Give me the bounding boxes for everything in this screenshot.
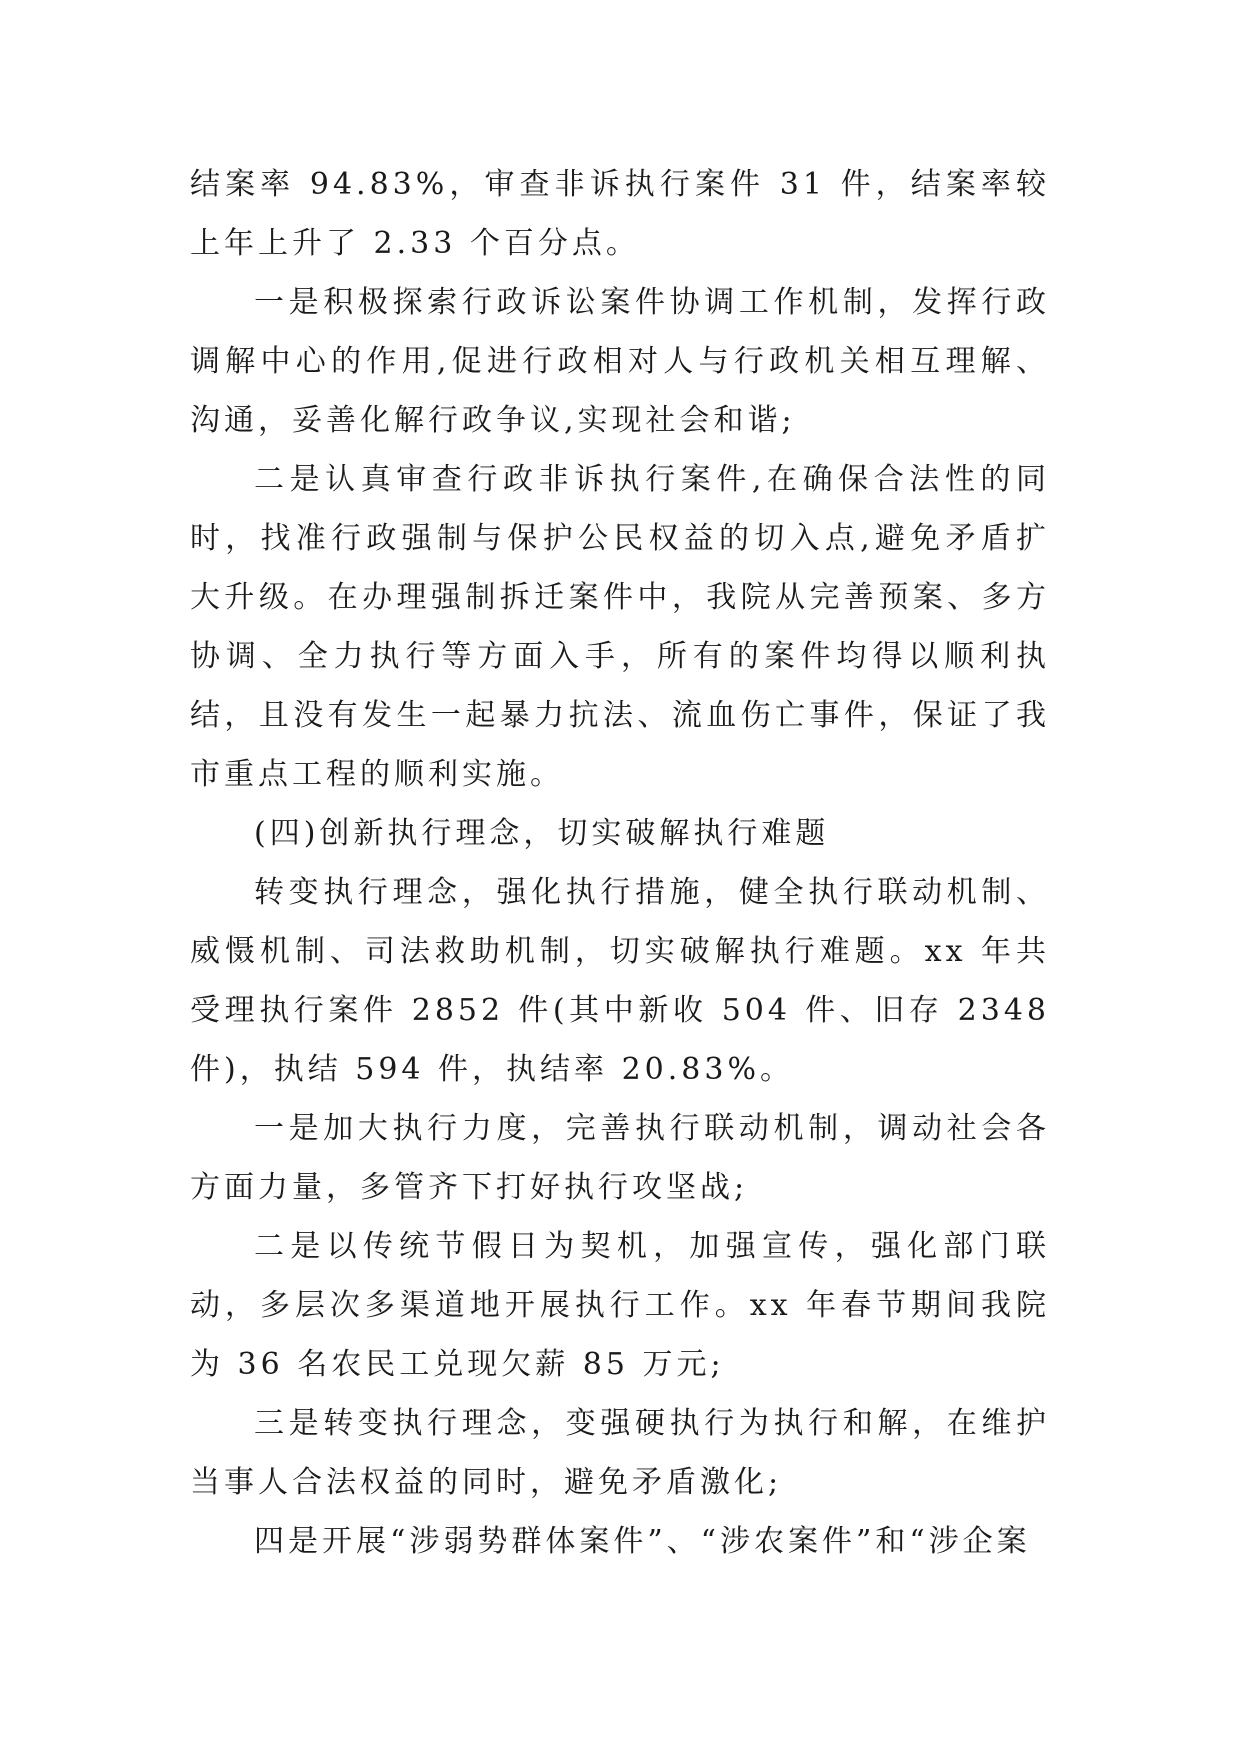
- paragraph-holiday-campaign: 二是以传统节假日为契机，加强宣传，强化部门联动，多层次多渠道地开展执行工作。xx 年春节期间我院为 36 名农民工兑现欠薪 85 万元;: [190, 1229, 1050, 1382]
- section-heading-execution: (四)创新执行理念，切实破解执行难题: [254, 816, 830, 851]
- paragraph-non-litigation-review: 二是认真审查行政非诉执行案件,在确保合法性的同时，找准行政强制与保护公民权益的切入点,避免矛盾扩大升级。在办理强制拆迁案件中，我院从完善预案、多方协调、全力执行等方面入手，所有的案件均得以顺利执结，且没有发生一起暴力抗法、流血伤亡事件，保证了我市重点工程的顺利实施。: [190, 462, 1050, 792]
- paragraph-mediation-mechanism: 一是积极探索行政诉讼案件协调工作机制，发挥行政调解中心的作用,促进行政相对人与行政机关相互理解、沟通，妥善化解行政争议,实现社会和谐;: [190, 285, 1050, 438]
- paragraph-special-cases: 四是开展“涉弱势群体案件”、“涉农案件”和“涉企案: [254, 1524, 1031, 1559]
- document-body: [190, 155, 1050, 1571]
- paragraph-execution-intensity: 一是加大执行力度，完善执行联动机制，调动社会各方面力量，多管齐下打好执行攻坚战;: [190, 1111, 1050, 1205]
- paragraph-case-closure-rate: 结案率 94.83%，审查非诉执行案件 31 件，结案率较上年上升了 2.33 个百分点。: [190, 167, 1050, 261]
- paragraph-execution-reconciliation: 三是转变执行理念，变强硬执行为执行和解，在维护当事人合法权益的同时，避免矛盾激化;: [190, 1406, 1050, 1500]
- paragraph-execution-summary: 转变执行理念，强化执行措施，健全执行联动机制、威慑机制、司法救助机制，切实破解执行难题。xx 年共受理执行案件 2852 件(其中新收 504 件、旧存 2348 件)，执结 594 件，执结率 20.83%。: [190, 875, 1050, 1087]
